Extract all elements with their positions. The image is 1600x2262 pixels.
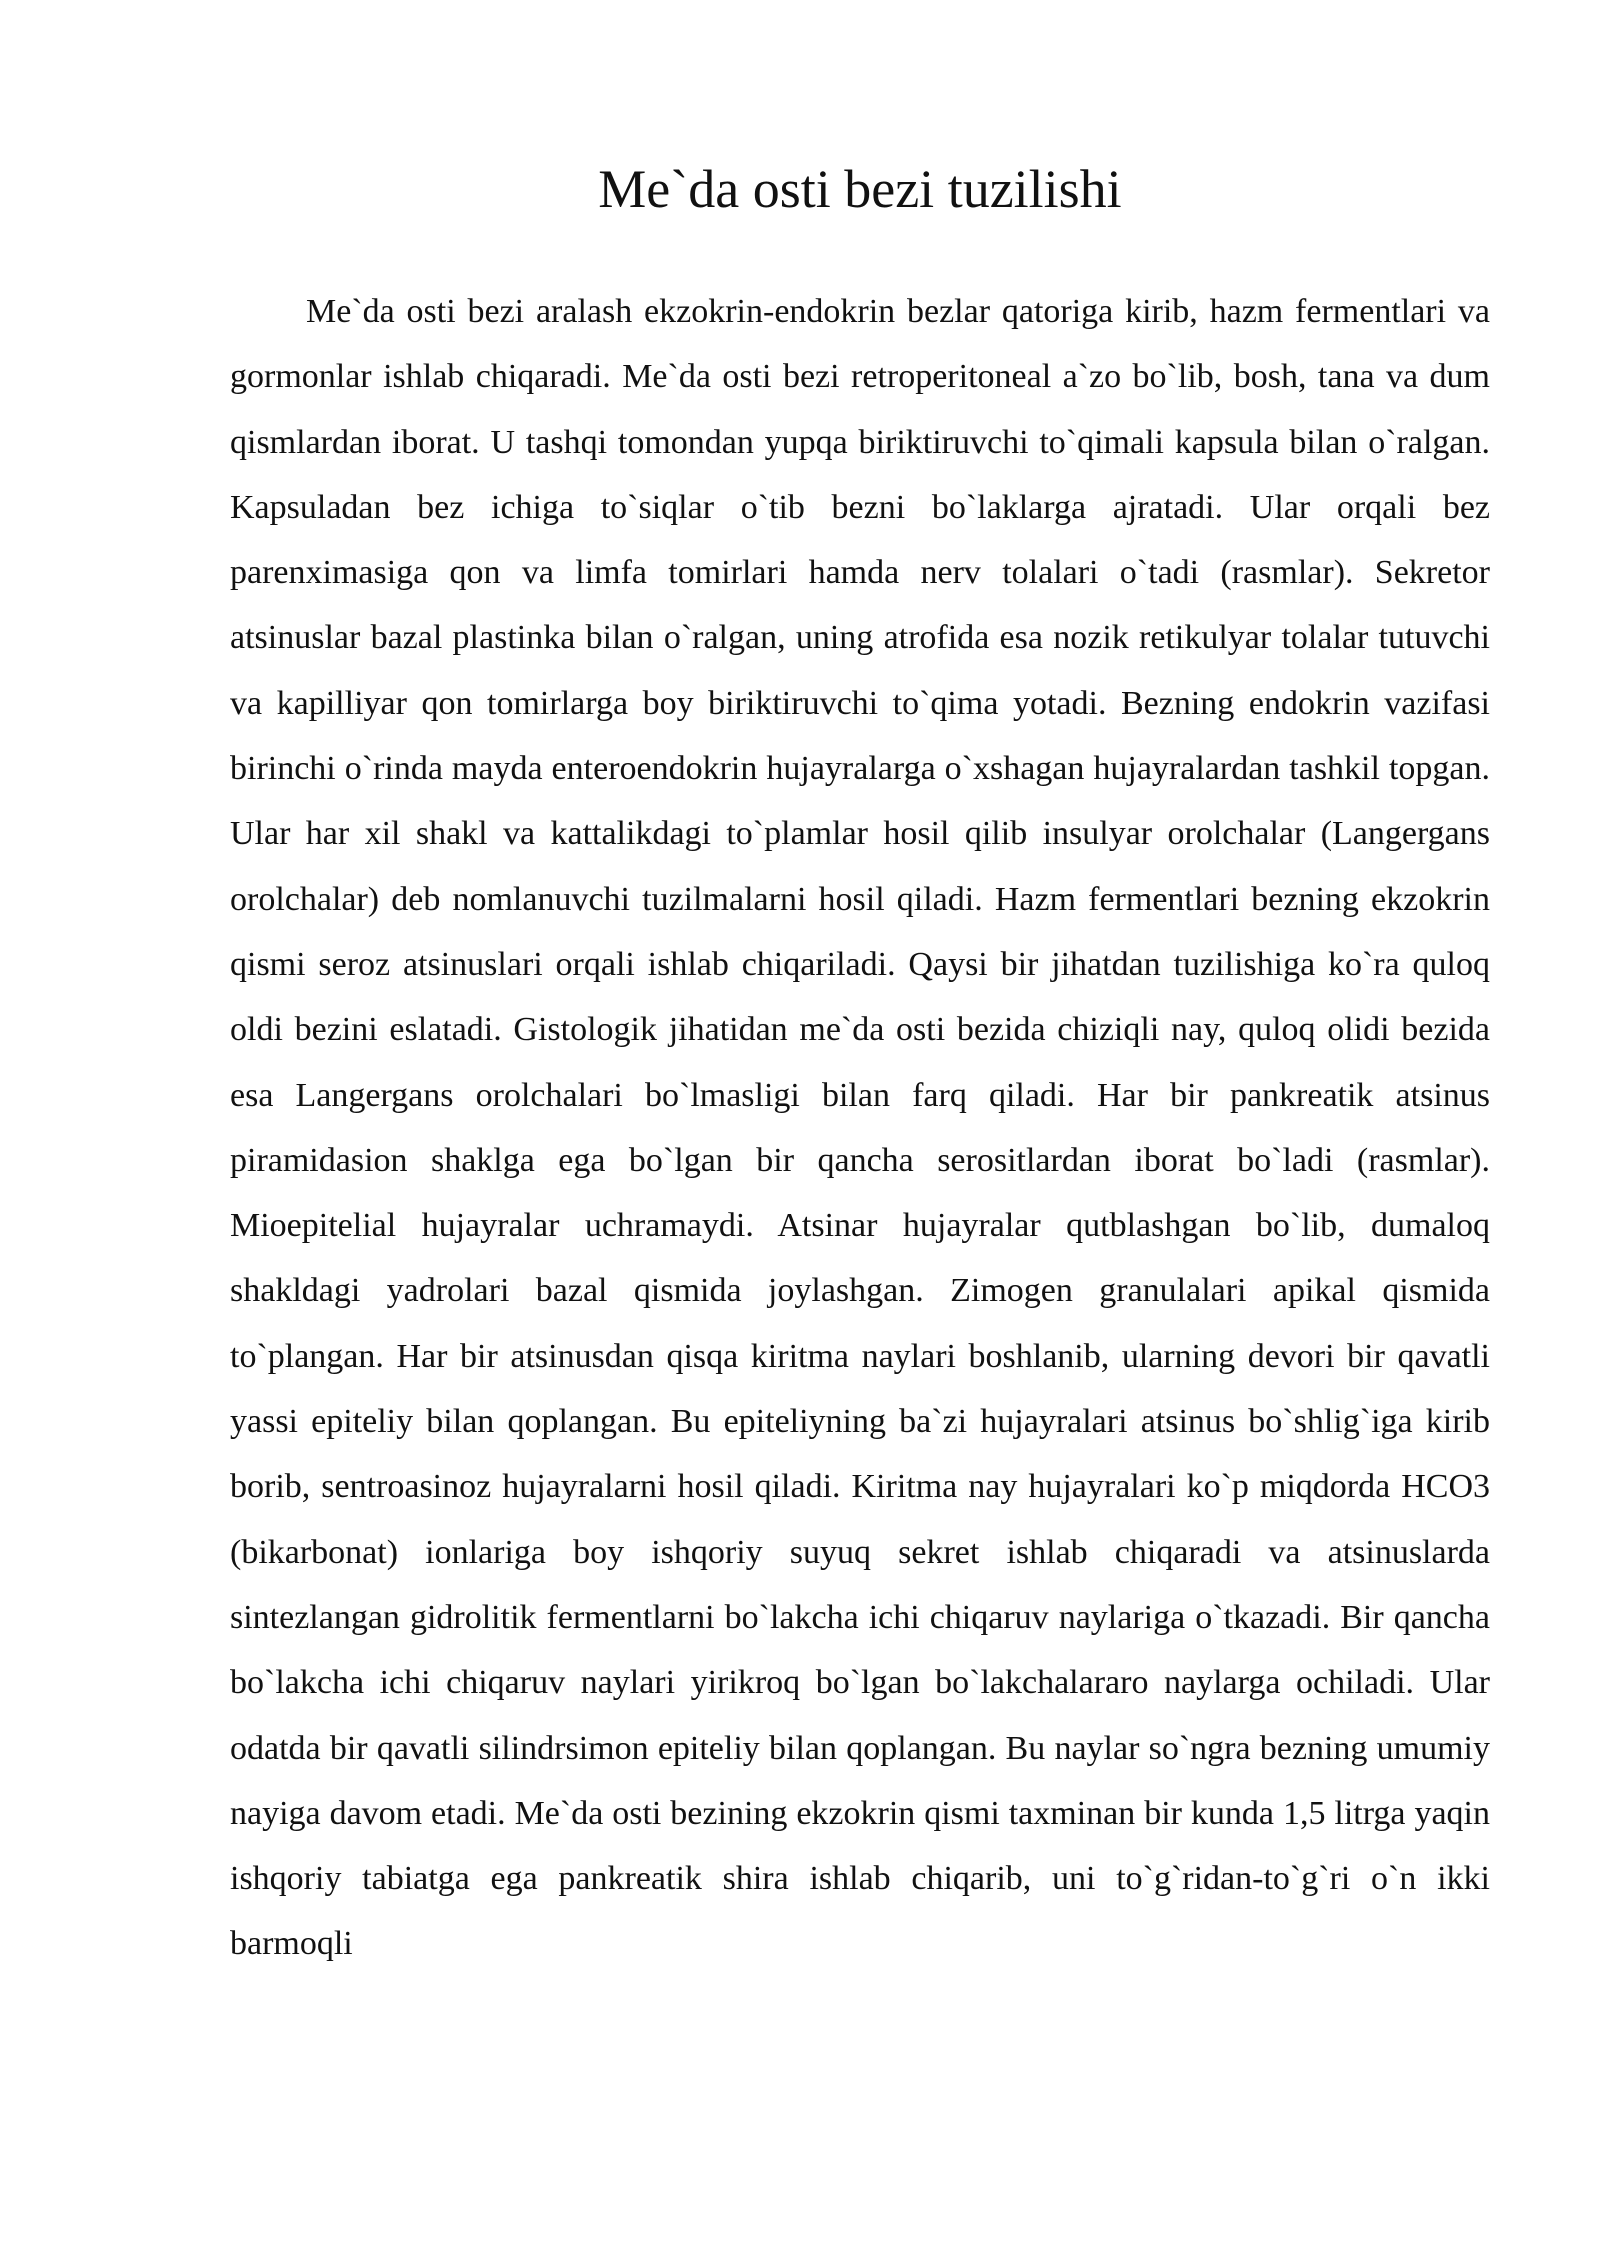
document-paragraph: Me`da osti bezi aralash ekzokrin-endokrin bezlar qatoriga kirib, hazm fermentlari va gormonlar ishlab chiqaradi. Me`da osti bezi retroperitoneal a`zo bo`lib, bosh, tana va dum qismlardan iborat. U tashqi tomondan yupqa biriktiruvchi to`qimali kapsula bilan o`ralgan. Kapsuladan bez ichiga to`siqlar o`tib bezni bo`laklarga ajratadi. Ular orqali bez parenximasiga qon va limfa tomirlari hamda nerv tolalari o`tadi (rasmlar). Sekretor atsinuslar bazal plastinka bilan o`ralgan, uning atrofida esa nozik retikulyar tolalar tutuvchi va kapilliyar qon tomirlarga boy biriktiruvchi to`qima yotadi. Bezning endokrin vazifasi birinchi o`rinda mayda enteroendokrin hujayralarga o`xshagan hujayralardan tashkil topgan. Ular har xil shakl va kattalikdagi to`plamlar hosil qilib insulyar orolchalar (Langergans orolchalar) deb nomlanuvchi tuzilmalarni hosil qiladi. Hazm fermentlari bezning ekzokrin qismi seroz atsinuslari orqali ishlab chiqariladi. Qaysi bir jihatdan tuzilishiga ko`ra quloq oldi bezini eslatadi. Gistologik jihatidan me`da osti bezida chiziqli nay, quloq olidi bezida esa Langergans orolchalari bo`lmasligi bilan farq qiladi. Har bir pankreatik atsinus piramidasion shaklga ega bo`lgan bir qancha serositlardan iborat bo`ladi (rasmlar). Mioepitelial hujayralar uchramaydi. Atsinar hujayralar qutblashgan bo`lib, dumaloq shakldagi yadrolari bazal qismida joylashgan. Zimogen granulalari apikal qismida to`plangan. Har bir atsinusdan qisqa kiritma naylari boshlanib, ularning devori bir qavatli yassi epiteliy bilan qoplangan. Bu epiteliyning ba`zi hujayralari atsinus bo`shlig`iga kirib borib, sentroasinoz hujayralarni hosil qiladi. Kiritma nay hujayralari ko`p miqdorda HCO3 (bikarbonat) ionlariga boy ishqoriy suyuq sekret ishlab chiqaradi va atsinuslarda sintezlangan gidrolitik fermentlarni bo`lakcha ichi chiqaruv naylariga o`tkazadi. Bir qancha bo`lakcha ichi chiqaruv naylari yirikroq bo`lgan bo`lakchalararo naylarga ochiladi. Ular odatda bir qavatli silindrsimon epiteliy bilan qoplangan. Bu naylar so`ngra bezning umumiy nayiga davom etadi. Me`da osti bezining ekzokrin qismi taxminan bir kunda 1,5 litrga yaqin ishqoriy tabiatga ega pankreatik shira ishlab chiqarib, uni to`g`ridan-to`g`ri o`n ikki barmoqli	[230, 293, 1490, 1963]
document-title: Me`da osti bezi tuzilishi	[598, 159, 1122, 219]
